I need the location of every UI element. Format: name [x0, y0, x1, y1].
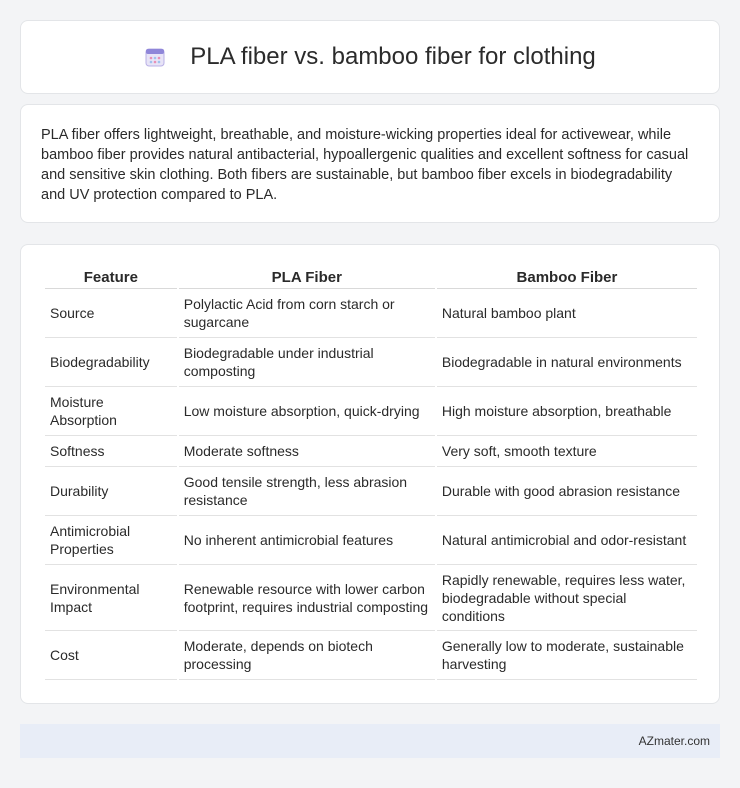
table-row: [45, 338, 697, 387]
feature-cell: Cost: [45, 631, 177, 680]
page-title: PLA fiber vs. bamboo fiber for clothing: [190, 43, 596, 70]
bamboo-cell: Natural antimicrobial and odor-resistant: [437, 516, 697, 565]
table-row: [45, 631, 697, 680]
bamboo-cell: Rapidly renewable, requires less water, biodegradable without special conditions: [437, 565, 697, 631]
table-header-row: [45, 265, 697, 289]
feature-cell: Durability: [45, 467, 177, 516]
table-row: [45, 516, 697, 565]
pla-cell: No inherent antimicrobial features: [179, 516, 435, 565]
bamboo-cell: Very soft, smooth texture: [437, 436, 697, 467]
bamboo-cell: Durable with good abrasion resistance: [437, 467, 697, 516]
title-card: [20, 20, 720, 94]
table-row: [45, 467, 697, 516]
footer: [20, 724, 720, 758]
summary-text: PLA fiber offers lightweight, breathable, and moisture-wicking properties ideal for activewear, while bamboo fiber provides natural antibacterial, hypoallergenic qualities and excellent softness for casual and sensitive skin clothing. Both fibers are sustainable, but bamboo fiber excels in biodegradability and UV protection compared to PLA.: [41, 127, 689, 203]
table-row: [45, 565, 697, 631]
comparison-table: [43, 265, 699, 680]
feature-cell: Environmental Impact: [45, 565, 177, 631]
feature-cell: Moisture Absorption: [45, 387, 177, 436]
feature-cell: Softness: [45, 436, 177, 467]
pla-cell: Renewable resource with lower carbon footprint, requires industrial composting: [179, 565, 435, 631]
pla-cell: Biodegradable under industrial composting: [179, 338, 435, 387]
table-row: [45, 436, 697, 467]
bamboo-cell: Biodegradable in natural environments: [437, 338, 697, 387]
table-row: [45, 387, 697, 436]
pla-cell: Low moisture absorption, quick-drying: [179, 387, 435, 436]
bamboo-cell: Natural bamboo plant: [437, 289, 697, 338]
feature-cell: Source: [45, 289, 177, 338]
header-pla-fiber: PLA Fiber: [179, 265, 435, 289]
summary-card: [20, 104, 720, 223]
header-feature: Feature: [45, 265, 177, 289]
pla-cell: Moderate, depends on biotech processing: [179, 631, 435, 680]
footer-site-link[interactable]: AZmater.com: [638, 734, 710, 748]
pla-cell: Moderate softness: [179, 436, 435, 467]
bamboo-cell: Generally low to moderate, sustainable harvesting: [437, 631, 697, 680]
pla-cell: Good tensile strength, less abrasion resistance: [179, 467, 435, 516]
bamboo-cell: High moisture absorption, breathable: [437, 387, 697, 436]
calendar-icon: [144, 46, 166, 68]
comparison-table-card: [20, 244, 720, 704]
table-row: [45, 289, 697, 338]
feature-cell: Antimicrobial Properties: [45, 516, 177, 565]
feature-cell: Biodegradability: [45, 338, 177, 387]
pla-cell: Polylactic Acid from corn starch or sugarcane: [179, 289, 435, 338]
header-bamboo-fiber: Bamboo Fiber: [437, 265, 697, 289]
